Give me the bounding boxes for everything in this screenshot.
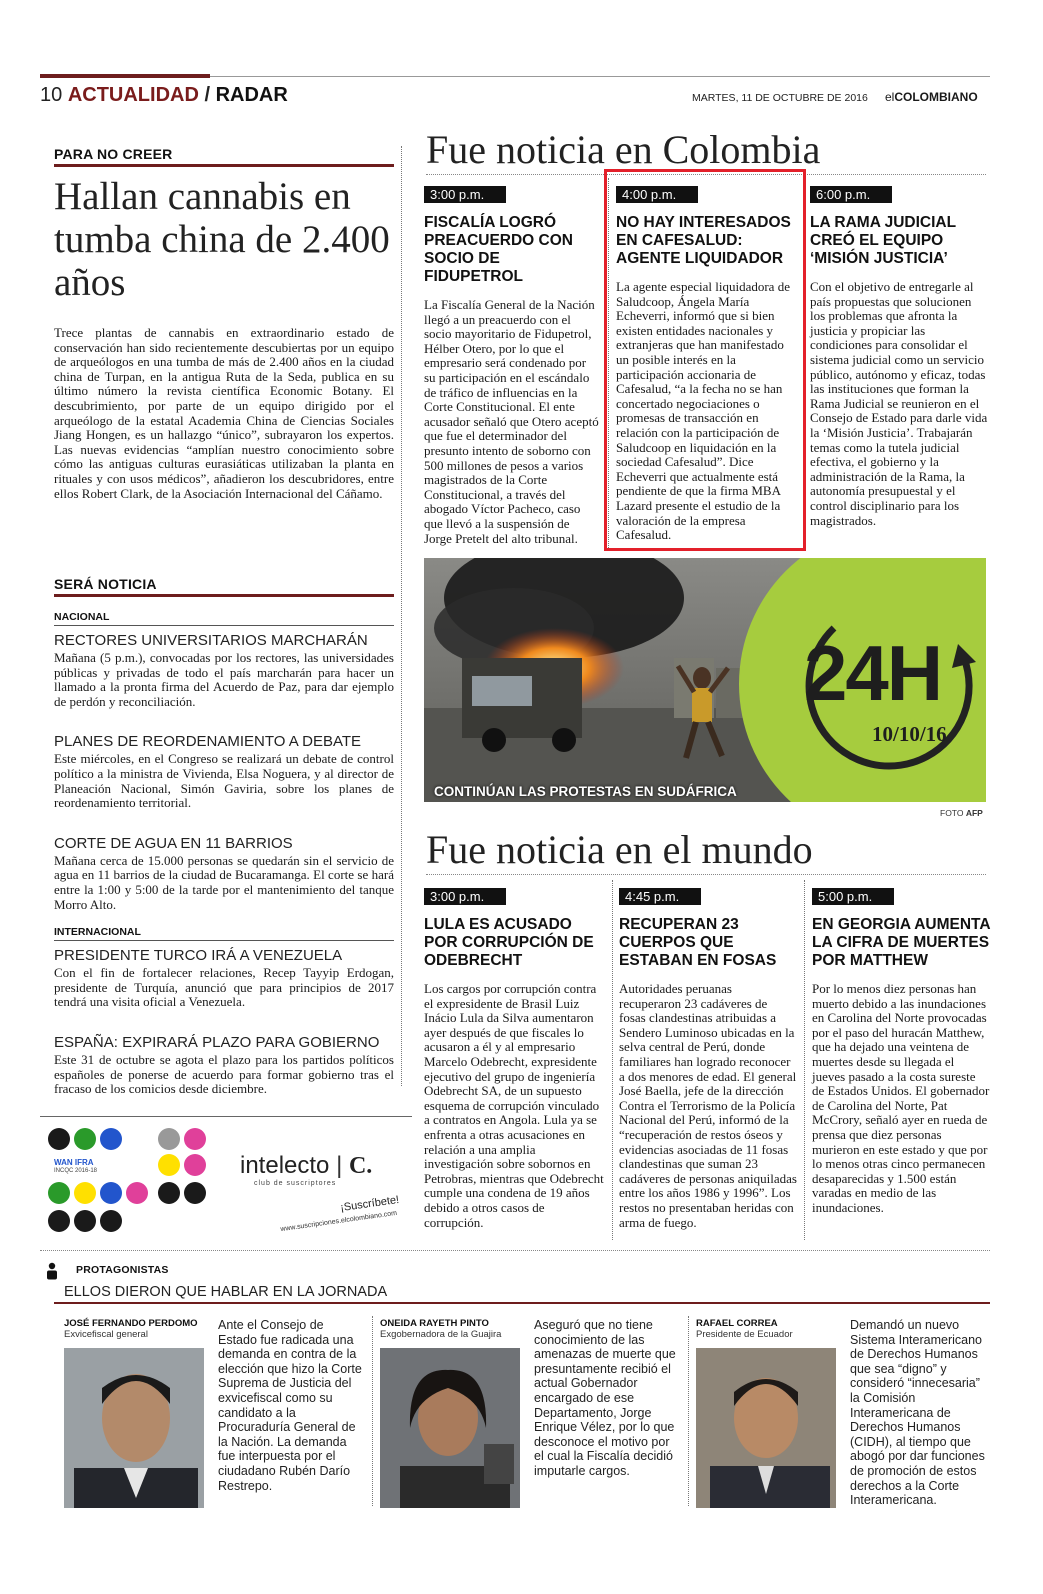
protagonist-card-1 xyxy=(64,1318,364,1493)
agenda-body: Este miércoles, en el Congreso se realizará un debate de control político a la ministra de Vivienda, Elsa Noguera, y al director de Planeación Nacional, Simón Gaviria, sobre los planes de reordenamiento territorial. xyxy=(54,751,394,811)
mundo-item-2 xyxy=(619,888,797,1230)
column-divider xyxy=(804,880,805,1240)
column-divider xyxy=(688,1316,689,1506)
brand-name: COLOMBIANO xyxy=(894,90,978,104)
color-swatch xyxy=(184,1182,206,1204)
item-body: Autoridades peruanas recuperaron 23 cadáveres de fosas clandestinas atribuidas a Sendero Luminoso ubicadas en la selva central de Perú, donde familiares han logrado reconocer a dos menores de edad. El general José Baella, jefe de la dirección Contra el Terrorismo de la Policía Nacional del Perú, informó de la “recuperación de restos óseos y evidencias asociadas de 11 fosas clandestinas que suman 23 cadáveres de personas aniquiladas entre los años 1986 y 1996”. Los restos no presentaban heridas con arma de fuego. xyxy=(619,981,797,1230)
item-body: Por lo menos diez personas han muerto debido a las inundaciones en Carolina del Norte provocadas por el paso del huracán Matthew, que ha dejado una veintena de muertes desde su llegada el jueves pasado a la costa sureste de Estados Unidos. El gobernador de Carolina del Norte, Pat McCrory, señaló ayer en rueda de prensa que diez personas murieron en este estado y que por lo menos otras cinco permanecen desaparecidas y 1.500 están varadas en medio de las inundaciones. xyxy=(812,981,990,1215)
logo-separator: | xyxy=(336,1152,343,1179)
agenda-headline: ESPAÑA: EXPIRARÁ PLAZO PARA GOBIERNO xyxy=(54,1033,380,1051)
protagonist-photo xyxy=(64,1348,204,1508)
protagonist-card-3 xyxy=(696,1318,996,1508)
mundo-item-3 xyxy=(812,888,990,1216)
protagonist-quote: Aseguró que no tiene conocimiento de las amenazas de muerte que presuntamente recibió el actual Gobernador encargado de ese Departamento, Jorge Enrique Vélez, por lo que desconoce el motivo por el cual la Fiscalía decidió imputarle cargos. xyxy=(534,1318,676,1478)
time-badge: 6:00 p.m. xyxy=(810,186,892,203)
agenda-headline: PLANES DE REORDENAMIENTO A DEBATE xyxy=(54,733,362,751)
item-headline: EN GEORGIA AUMENTA LA CIFRA DE MUERTES POR MATTHEW xyxy=(812,916,990,969)
column-divider xyxy=(372,1316,373,1506)
color-swatch xyxy=(184,1128,206,1150)
protagonistas-top-rule xyxy=(40,1250,990,1251)
subsection-label: RADAR xyxy=(215,84,288,106)
color-swatch xyxy=(48,1182,70,1204)
color-swatch xyxy=(158,1154,180,1176)
agenda-headline: RECTORES UNIVERSITARIOS MARCHARÁN xyxy=(54,632,368,649)
color-swatch xyxy=(74,1128,96,1150)
article-title: Hallan cannabis en tumba china de 2.400 años xyxy=(54,175,390,304)
color-swatch xyxy=(74,1182,96,1204)
protagonist-quote: Ante el Consejo de Estado fue radicada una demanda en contra de la elección que hizo la Corte Suprema de Justicia del exvicefiscal como su candidato a la Procuraduría General de la Nación. La demanda fue interpuesta por el ciudadano Rubén Darío Restrepo. xyxy=(218,1318,362,1493)
intelecto-logo xyxy=(240,1152,372,1180)
agenda-body: Mañana (5 p.m.), convocadas por los rectores, las universidades públicas y privadas de todo el país marcharán para hacer un llamado a la pronta firma del Acuerdo de Paz, para dar ejemplo de perdón y reconciliación. xyxy=(54,650,394,709)
protagonist-photo xyxy=(696,1348,836,1508)
internacional-label: INTERNACIONAL xyxy=(54,926,141,939)
colombia-section-title: Fue noticia en Colombia xyxy=(426,127,821,172)
item-headline: RECUPERAN 23 CUERPOS QUE ESTABAN EN FOSAS xyxy=(619,916,777,969)
waniffra-label: WAN IFRA xyxy=(54,1158,94,1167)
column-divider xyxy=(612,880,613,1240)
agenda-body: Con el fin de fortalecer relaciones, Recep Tayyip Erdogan, presidente de Turquía, anunció que para principios de 2017 tendrá una visita oficial a Venezuela. xyxy=(54,965,394,1010)
sera-noticia-kicker: SERÁ NOTICIA xyxy=(54,576,157,592)
person-icon xyxy=(44,1262,60,1280)
protagonist-role: Presidente de Ecuador xyxy=(696,1329,793,1340)
color-swatch xyxy=(48,1128,70,1150)
protagonist-name: JOSÉ FERNANDO PERDOMO xyxy=(64,1318,198,1329)
time-badge: 3:00 p.m. xyxy=(424,888,506,905)
sera-noticia-section xyxy=(54,576,394,1097)
club-subtitle: club de suscriptores xyxy=(254,1180,337,1187)
item-headline: LA RAMA JUDICIAL CREÓ EL EQUIPO ‘MISIÓN JUSTICIA’ xyxy=(810,214,956,267)
item-body: Con el objetivo de entregarle al país propuestas que solucionen los problemas que afronta la justicia y propiciar las condiciones para consolidar el sistema judicial como un servicio público, autónomo y eficaz, todas las instituciones que forman la Rama Judicial se reunieron en el Consejo de Estado para darle vida la ‘Misión Justicia’. Trabajarán temas como la tutela judicial efectiva, el gobierno y la administración de la Rama, la autonomía presupuestal y el control disciplinario para los magistrados. xyxy=(810,279,988,528)
subscribe-url[interactable]: www.suscripciones.elcolombiano.com xyxy=(280,1209,398,1234)
ad-top-rule xyxy=(40,1116,412,1117)
item-body: Los cargos por corrupción contra el expresidente de Brasil Luiz Inácio Lula da Silva aumentaron ayer después de que fiscales lo acusaron a él y al empresario Marcelo Odebrecht, expresidente ejecutivo del grupo de ingeniería Odebrecht SA, de un supuesto esquema de corrupción vinculado a contratos en Angola. Lula ya se enfrenta a otras acusaciones en relación a una amplia investigación sobre sobornos en Petrobras, mientras que Odebrecht cumple una condena de 19 años debido a otros casos de corrupción. xyxy=(424,981,604,1230)
intelecto-brand: intelecto xyxy=(240,1152,330,1179)
color-swatch xyxy=(100,1128,122,1150)
label-rule xyxy=(54,625,394,626)
ad-block xyxy=(40,1122,412,1242)
protagonistas-rule xyxy=(54,1302,990,1304)
color-swatch xyxy=(100,1182,122,1204)
time-badge: 5:00 p.m. xyxy=(812,888,894,905)
item-body: La Fiscalía General de la Nación llegó a un preacuerdo con el socio mayoritario de Fidupetrol, Hélber Otero, por lo que el empresario será condenado por su participación en el escándalo de tráfico de influencias en la Corte Constitucional. El ente acusador señaló que Otero aceptó que fue el determinador del presunto intento de soborno con 500 millones de pesos a varios magistrados de la Corte Constitucional, a través del abogado Víctor Pacheco, caso que llevó a la suspensión de Jorge Pretelt del alto tribunal. xyxy=(424,297,599,546)
colombia-item-3 xyxy=(810,186,988,528)
header-brand xyxy=(885,90,978,104)
mundo-item-1 xyxy=(424,888,604,1230)
color-swatch xyxy=(48,1210,70,1232)
time-badge: 3:00 p.m. xyxy=(424,186,506,203)
protagonistas-subtitle: ELLOS DIERON QUE HABLAR EN LA JORNADA xyxy=(64,1284,388,1300)
agenda-headline: PRESIDENTE TURCO IRÁ A VENEZUELA xyxy=(54,947,343,965)
item-headline: LULA ES ACUSADO POR CORRUPCIÓN DE ODEBRECHT xyxy=(424,916,594,969)
page-number: 10 xyxy=(40,84,63,106)
credit-prefix: FOTO xyxy=(940,808,964,818)
page-header xyxy=(40,84,288,107)
badge-date: 10/10/16 xyxy=(872,722,947,746)
header-rule xyxy=(210,76,990,77)
para-no-creer-kicker: PARA NO CREER xyxy=(54,146,173,162)
colombia-item-1 xyxy=(424,186,600,546)
incqc-label: INCQC 2016-18 xyxy=(54,1168,98,1174)
color-swatch xyxy=(126,1182,148,1204)
brand-prefix: el xyxy=(885,90,895,104)
elcolombiano-logo-mark: C. xyxy=(348,1153,373,1179)
photo-credit xyxy=(940,808,983,818)
protagonist-photo xyxy=(380,1348,520,1508)
protagonist-role: Exgobernadora de la Guajira xyxy=(380,1329,502,1340)
time-badge: 4:00 p.m. xyxy=(616,186,698,203)
color-swatch xyxy=(74,1210,96,1232)
label-rule xyxy=(54,940,394,941)
agenda-body: Este 31 de octubre se agota el plazo para los partidos políticos españoles de ponerse de acuerdo para formar gobierno tras el fracaso de los comicios desde diciembre. xyxy=(54,1051,394,1097)
item-headline: NO HAY INTERESADOS EN CAFESALUD: AGENTE LIQUIDADOR xyxy=(616,214,791,267)
color-swatch xyxy=(158,1182,180,1204)
time-badge: 4:45 p.m. xyxy=(619,888,701,905)
agenda-body: Mañana cerca de 15.000 personas se quedarán sin el servicio de agua en 11 barrios de la ciudad de Bucaramanga. El corte se hará entre la 1:00 y 5:00 de la tarde por el mantenimiento del tanque Morro Alto. xyxy=(54,852,394,912)
color-swatch xyxy=(100,1210,122,1232)
color-swatch xyxy=(184,1154,206,1176)
subscribe-cta[interactable]: ¡Suscríbete! xyxy=(339,1193,400,1215)
header-accent-rule xyxy=(40,74,210,78)
protagonist-name: ONEIDA RAYETH PINTO xyxy=(380,1318,489,1329)
header-slash: / xyxy=(204,84,211,106)
kicker-rule xyxy=(54,164,394,167)
agenda-headline: CORTE DE AGUA EN 11 BARRIOS xyxy=(54,834,293,852)
protagonist-name: RAFAEL CORREA xyxy=(696,1318,778,1329)
item-headline: FISCALÍA LOGRÓ PREACUERDO CON SOCIO DE FIDUPETROL xyxy=(424,214,573,285)
credit-name: AFP xyxy=(965,808,983,818)
header-date: MARTES, 11 DE OCTUBRE DE 2016 xyxy=(692,92,868,104)
column-divider xyxy=(401,146,402,1086)
para-no-creer-section xyxy=(54,146,394,501)
section-rule xyxy=(426,874,986,875)
item-body: La agente especial liquidadora de Saludcoop, Ángela María Echeverri, informó que si bien existen entidades nacionales y extranjeras que han manifestado un posible interés en la participación accionaria de Cafesalud, “a la fecha no se han concertado negociaciones o promesas de transacción en relación con la participación de Saludcoop en liquidación en la sociedad Cafesalud”. Dice Echeverri que actualmente está pendiente de que la firma MBA Lazard presente el estudio de la valoración de la empresa Cafesalud. xyxy=(616,279,790,543)
colombia-item-2 xyxy=(616,186,794,543)
article-body: Trece plantas de cannabis en extraordinario estado de conservación han sido recientemente descubiertas por un equipo de arqueólogos en una tumba de más de 2.400 años en la ciudad china de Turpan, en la antigua Ruta de la Seda, publica en su último número la revista científica Economic Botany. El descubrimiento, por parte de un equipo dirigido por el arqueólogo de la estatal Academia China de Ciencias Sociales Jiang Hongen, es un hallazgo “único”, subrayaron los expertos. Las nuevas evidencias “amplían nuestro conocimiento sobre cómo las antiguas culturas eurasiáticas utilizaban la planta en rituales y con usos médicos”, añadieron los descubridores, entre ellos Robert Clark, de la Asociación Internacional del Cáñamo. xyxy=(54,325,394,501)
nacional-label: NACIONAL xyxy=(54,611,110,623)
badge-24h: 24H xyxy=(804,629,942,717)
news-photo xyxy=(424,558,986,802)
mundo-section-title: Fue noticia en el mundo xyxy=(426,827,813,872)
section-label: ACTUALIDAD xyxy=(67,84,199,106)
protagonist-card-2 xyxy=(380,1318,680,1478)
kicker-rule xyxy=(54,594,394,597)
protagonist-role: Exvicefiscal general xyxy=(64,1329,148,1340)
protagonistas-kicker: PROTAGONISTAS xyxy=(76,1264,169,1276)
color-swatch xyxy=(158,1128,180,1150)
protagonist-quote: Demandó un nuevo Sistema Interamericano de Derechos Humanos que sea “digno” y consideró “innecesaria” la Comisión Interamericana de Derechos Humanos (CIDH), al tiempo que abogó por dar funciones de promoción de estos derechos a la Corte Interamericana. xyxy=(850,1318,985,1508)
photo-caption: CONTINÚAN LAS PROTESTAS EN SUDÁFRICA xyxy=(434,784,737,799)
